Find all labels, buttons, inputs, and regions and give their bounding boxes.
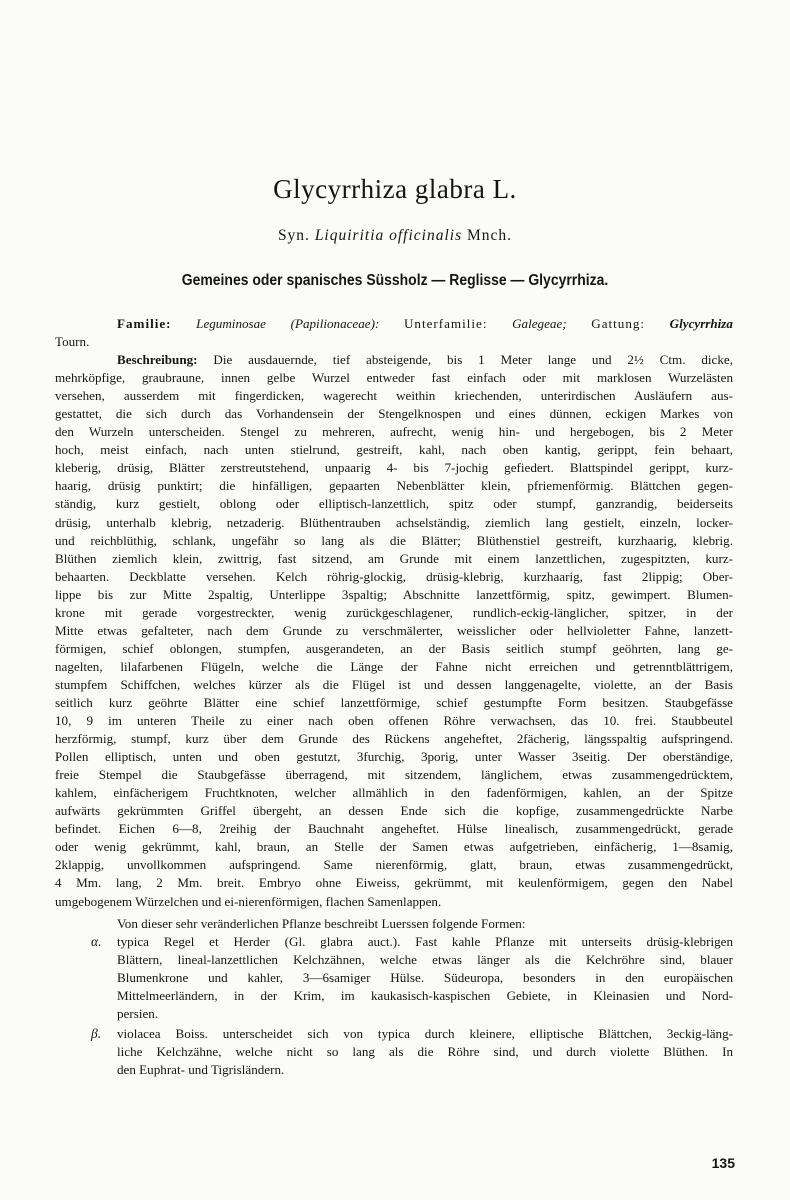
familie-label: Familie: [117, 316, 172, 331]
form-text-line: Blättern, lineal-lanzettlichen Kelchzähnen, welche etwas länger als die Kelchröhre sind, blauer [117, 951, 733, 967]
text-line: nagelten, lilafarbenen Flügeln, welche die Länge der Fahne nicht erreichen und getrenntblättrigem, [55, 658, 733, 674]
text-line: und reichblüthig, schlank, ungefähr so lang als die Blätter; Blüthenstiel gestreift, kurzhaarig, klebrig. [55, 532, 733, 548]
form-text-line: violacea Boiss. unterscheidet sich von typica durch kleinere, elliptische Blättchen, 3eckig-läng- [117, 1025, 733, 1041]
form-text-line: Mittelmeerländern, in der Krim, im kaukasisch-kaspischen Gebiete, in Kleinasien und Nord- [117, 987, 733, 1003]
text-line: umgebogenem Würzelchen und ei-nierenförmigen, flachen Samenlappen. [55, 893, 442, 909]
family-name: Leguminosae [196, 316, 266, 331]
page-number: 135 [711, 1155, 735, 1171]
beschreibung-text [55, 369, 733, 910]
text-line: förmigen, schief oblongen, stumpfen, ausgerandeten, an der Basis seitlich stumpf geöhrten, lang ge- [55, 640, 733, 656]
family-sub: (Papilionaceae): [290, 316, 380, 331]
text-line: gestattet, die sich durch das Vorhandensein der Stengelknospen und eines dünnen, eckigen Markes von [55, 406, 733, 422]
form-text-line: typica Regel et Herder (Gl. glabra auct.). Fast kahle Pflanze mit unterseits drüsig-klebrigen [117, 933, 733, 949]
text-line: krone mit gerade vorgestreckter, wenig zurückgeschlagener, rundlich-eckig-länglicher, spitzer, in der [55, 604, 733, 620]
text-line: herzförmig, stumpf, kurz über dem Grunde des Rückens angeheftet, 2fächerig, längsspaltig aufspringend. [55, 731, 733, 747]
synonym-name: Liquiritia officinalis [314, 227, 463, 244]
text-line: kleberig, drüsig, Blätter zerstreutstehend, unpaarig 4- bis 7-jochig gefiedert. Blattspindel gerippt, kurz- [55, 460, 733, 476]
text-line: aufwärts gekrümmten Griffel übergeht, an dessen Ende sich die kopfige, zusammengedrückte Narbe [55, 803, 733, 819]
synonym-line [0, 226, 790, 246]
form-text-line: liche Kelchzähne, welche nicht so lang als die Röhre sind, und durch violette Blüthen. In [117, 1043, 733, 1059]
text-line: befindet. Eichen 6—8, 2reihig der Bauchnaht angeheftet. Hülse linealisch, zusammengedrückt, gerade [55, 821, 733, 837]
forms-list [55, 933, 733, 1079]
text-line: haarig, drüsig punktirt; die hinfälligen, gepaarten Nebenblätter klein, pfriemenförmig. Blättchen gegen- [55, 478, 733, 494]
common-names-heading: Gemeines oder spanisches Süssholz — Reglisse — Glycyrrhiza. [181, 272, 609, 289]
text-line: hoch, meist einfach, nach unten stielrund, gestreift, kahl, nach oben kantig, gerippt, fein behaart, [55, 442, 733, 458]
text-line: ständig, kurz gestielt, oblong oder elliptisch-lanzettlich, spitz oder stumpf, ganzrandig, beiderseits [55, 496, 733, 512]
text-line: Mitte etwas gefalteter, nach dem Grunde zu verschmälerter, weisslicher oder hellvioletter Fahne, lanzett- [55, 622, 733, 638]
text-line: 4 Mm. lang, 2 Mm. breit. Embryo ohne Eiweiss, gekrümmt, mit keulenförmigem, gegen den Nabel [55, 875, 733, 891]
text-line: 2klappig, unvollkommen aufspringend. Same nierenförmig, glatt, braun, etwas zusammengedrückt, [55, 857, 733, 873]
beschreibung-first-line [55, 351, 733, 369]
form-text-line: den Euphrat- und Tigrisländern. [117, 1061, 285, 1077]
text-line: lippe bis zur Mitte 2spaltig, Unterlippe 3spaltig; Abschnitte lanzettförmig, spitz, gewimpert. Blumen- [55, 586, 733, 602]
form-label: α. [91, 933, 102, 949]
unterfamilie-label: Unterfamilie: [403, 316, 488, 331]
text-line: behaarten. Deckblatte versehen. Kelch röhrig-glockig, drüsig-klebrig, kurzhaarig, fast 2lippig; Ober- [55, 568, 733, 584]
familie-tail: Tourn. [55, 334, 90, 350]
form-text-line: persien. [117, 1005, 159, 1021]
text-line: Blüthen ziemlich klein, zwittrig, fast sitzend, am Grunde mit einem lanzettlichen, zugespitzten, kurz- [55, 550, 733, 566]
beschreibung-label: Beschreibung: [117, 352, 198, 368]
synonym-prefix: Syn. [277, 227, 310, 244]
form-entry [55, 1025, 733, 1079]
text-line: freie Stempel die Staubgefässe überragend, mit sitzendem, länglichem, etwas zusammengedrücktem, [55, 767, 733, 783]
unterfamilie-name: Galegeae; [512, 316, 567, 331]
text-line: drüsig, unterhalb klebrig, netzaderig. Blüthentrauben achselständig, ziemlich lang gestielt, einzeln, locker- [55, 514, 733, 530]
text-line: seitlich kurz geöhrte Blätter eine schief lanzettförmige, schief gestumpfte Form besitzen. Staubgefässe [55, 694, 733, 710]
form-entry [55, 933, 733, 1023]
page-title: Glycyrrhiza glabra L. [273, 174, 517, 204]
gattung-label: Gattung: [591, 316, 646, 331]
beschreibung-first-text: Die ausdauernde, tief absteigende, bis 1 Meter lange und 2½ Ctm. dicke, [213, 352, 733, 368]
text-line: den Wurzeln unterscheiden. Stengel zu mehreren, aufrecht, wenig hin- und hergebogen, bis 2 Meter [55, 424, 733, 440]
text-line: versehen, ausserdem mit fingerdicken, wagerecht weithin kriechenden, unterirdischen Ausläufern aus- [55, 388, 733, 404]
text-line: Pollen elliptisch, unten und oben gestutzt, 3furchig, 3porig, unter Wasser 3seitig. Der oberständige, [55, 749, 733, 765]
form-label: β. [91, 1025, 102, 1041]
description-body [55, 315, 733, 1079]
form-text-line: Blumenkrone und kahler, 3—6samiger Hülse. Südeuropa, besonders in den europäischen [117, 969, 733, 985]
text-line: kahlem, einfächerigem Fruchtknoten, welcher allmählich in den fadenförmigen, kahlen, an der Spitze [55, 785, 733, 801]
text-line: mehrköpfige, graubraune, innen gelbe Wurzel entweder fast einfach oder mit marklosen Wurzelästen [55, 370, 733, 386]
familie-line [55, 315, 733, 333]
text-line: stumpfem Schiffchen, welches kürzer als die Flügel ist und dessen langgenagelte, violette, an der Basis [55, 676, 733, 692]
synonym-author: Mnch. [467, 227, 513, 244]
text-line: 10, 9 im unteren Theile zu einer nach oben offenen Röhre verwachsen, das 10. frei. Staubbeutel [55, 713, 733, 729]
text-line: oder wenig gekrümmt, kahl, braun, an Stelle der Samen etwas aufgetrieben, einfächerig, 1—8samig, [55, 839, 733, 855]
gattung-name: Glycyrrhiza [669, 316, 733, 331]
forms-intro: Von dieser sehr veränderlichen Pflanze beschreibt Luerssen folgende Formen: [117, 915, 526, 931]
